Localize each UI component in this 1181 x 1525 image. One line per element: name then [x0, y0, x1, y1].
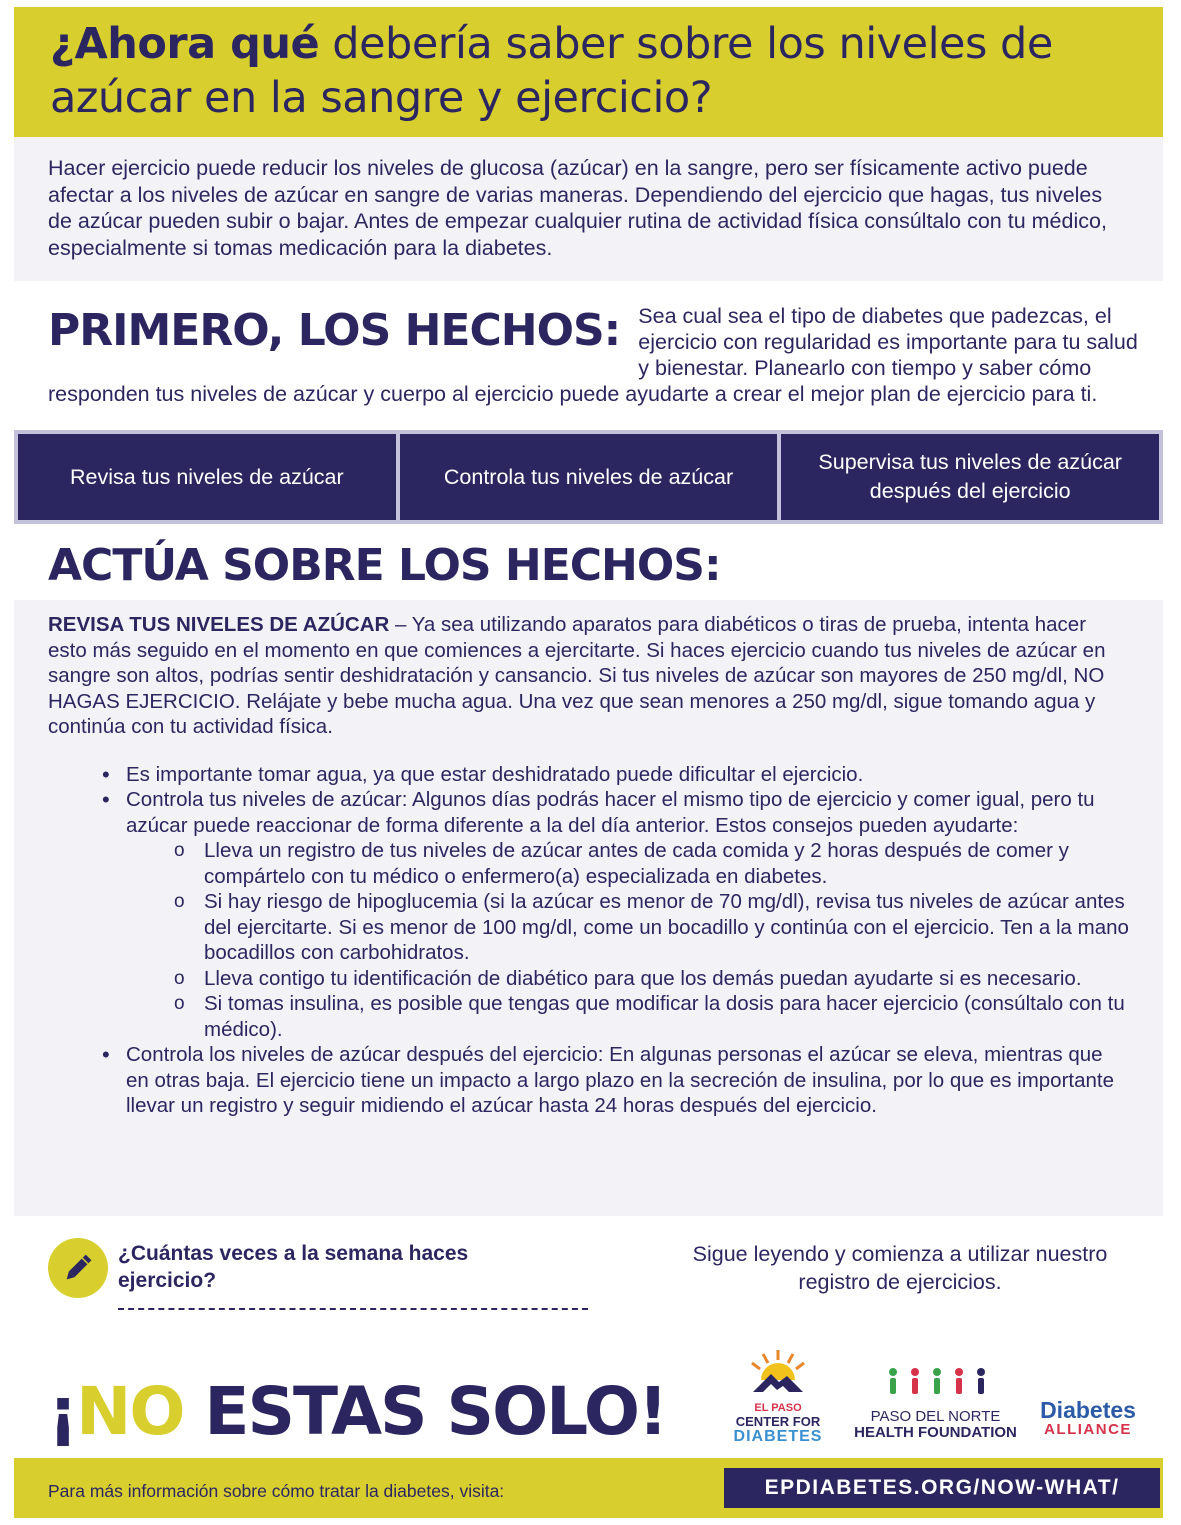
sub-tips-list: [126, 838, 1129, 1042]
act-lead: REVISA TUS NIVELES DE AZÚCAR – Ya sea utilizando aparatos para diabéticos o tiras de prueba, intenta hacer esto más seguido en el momento en que comiences a ejercitarte. Si haces ejercicio cuando tus niveles de azúcar en sangre son altos, podrías sentir deshidratación y cansancio. Si tus niveles de azúcar son mayores de 250 mg/dl, NO HAGAS EJERCICIO. Relájate y bebe mucha agua. Una vez que sean menores a 250 mg/dl, sigue tomando agua y continúa con tu actividad física.: [48, 613, 1106, 738]
page-title: ¿Ahora qué debería saber sobre los niveles de azúcar en la sangre y ejercicio?: [50, 19, 1053, 123]
step-monitor: Supervisa tus niveles de azúcar después del ejercicio: [781, 434, 1159, 520]
intro-paragraph: Hacer ejercicio puede reducir los niveles de glucosa (azúcar) en la sangre, pero ser físicamente activo puede afectar a los niveles de azúcar en sangre de varias maneras. Dependiendo del ejercicio que hagas, tus niveles de azúcar pueden subir o bajar. Antes de empezar cualquier rutina de actividad física consúltalo con tu médico, especialmente si tomas medicación para la diabetes.: [14, 137, 1163, 281]
act-panel: [14, 600, 1163, 1216]
sub-list-item: o Si tomas insulina, es posible que tengas que modificar la dosis para hacer ejercicio (consúltalo con tu médico).: [204, 991, 1129, 1042]
facts-section: [48, 303, 1148, 407]
list-item: • Es importante tomar agua, ya que estar deshidratado puede dificultar el ejercicio.: [126, 762, 1129, 788]
people-figures-icon: [881, 1364, 991, 1404]
step-control: Controla tus niveles de azúcar: [400, 434, 778, 520]
sub-list-item: o Lleva contigo tu identificación de diabético para que los demás puedan ayudarte si es necesario.: [204, 966, 1129, 992]
sub-list-item: o Lleva un registro de tus niveles de azúcar antes de cada comida y 2 horas después de comer y compártelo con tu médico o enfermero(a) especializada en diabetes.: [204, 838, 1129, 889]
step-check: Revisa tus niveles de azúcar: [18, 434, 396, 520]
paso-del-norte-logo: PASO DEL NORTE HEALTH FOUNDATION: [853, 1364, 1018, 1441]
website-link[interactable]: EPDIABETES.ORG/NOW-WHAT/: [724, 1468, 1160, 1508]
act-heading: ACTÚA SOBRE LOS HECHOS:: [48, 540, 721, 591]
list-item: • Controla tus niveles de azúcar: Algunos días podrás hacer el mismo tipo de ejercicio y comer igual, pero tu azúcar puede reaccionar de forma diferente a la del día anterior. Estos consejos pueden ayudarte: o Lleva un registro de tus niveles de azúcar antes de cada comida y 2 horas después de comer y compártelo con tu médico o enfermero(a) especializada en diabetes. o Si hay riesgo de hipoglucemia (si la azúcar es menor de 70 mg/dl), revisa tus niveles de azúcar antes del ejercitarte. Si es menor de 100 mg/dl, come un bocadillo y continúa con el ejercicio. Ten a la mano bocadillos con carbohidratos. o Lleva contigo tu identificación de diabético para que los demás puedan ayudarte si es necesario. o Si tomas insulina, es posible que tengas que modificar la dosis para hacer ejercicio (consúltalo con tu médico).: [126, 787, 1129, 1042]
diabetes-alliance-logo: Diabetes ALLIANCE: [1040, 1397, 1136, 1438]
footer-label: Para más información sobre cómo tratar la diabetes, visita:: [48, 1481, 505, 1501]
el-paso-center-logo: EL PASO CENTER FOR DIABETES: [718, 1346, 838, 1446]
pencil-icon: [48, 1238, 108, 1298]
facts-heading: PRIMERO, LOS HECHOS:: [48, 305, 621, 356]
act-lead-label: REVISA TUS NIVELES DE AZÚCAR: [48, 613, 390, 636]
steps-bar: [14, 430, 1163, 524]
not-alone-heading: ¡NO ESTAS SOLO!: [48, 1373, 667, 1450]
footer-bar: [14, 1458, 1163, 1518]
question-text: ¿Cuántas veces a la semana haces ejercicio?: [118, 1242, 469, 1292]
keep-reading-text: Sigue leyendo y comienza a utilizar nuestro registro de ejercicios.: [692, 1242, 1108, 1294]
sun-mountain-icon: [743, 1346, 813, 1396]
answer-line[interactable]: [118, 1308, 588, 1310]
sub-list-item: o Si hay riesgo de hipoglucemia (si la azúcar es menor de 70 mg/dl), revisa tus niveles de azúcar antes del ejercitarte. Si es menor de 100 mg/dl, come un bocadillo y continúa con el ejercicio. Ten a la mano bocadillos con carbohidratos.: [204, 889, 1129, 966]
list-item: • Controla los niveles de azúcar después del ejercicio: En algunas personas el azúcar se eleva, mientras que en otras baja. El ejercicio tiene un impacto a largo plazo en la secreción de insulina, por lo que es importante llevar un registro y seguir midiendo el azúcar hasta 24 horas después del ejercicio.: [126, 1042, 1129, 1119]
partner-logos: [718, 1346, 1158, 1456]
header-banner: [14, 7, 1163, 137]
facts-text: Sea cual sea el tipo de diabetes que padezcas, el ejercicio con regularidad es importante para tu salud y bienestar. Planearlo con tiempo y saber cómo responden tus niveles de azúcar y cuerpo al ejercicio puede ayudarte a crear el mejor plan de ejercicio para ti.: [48, 304, 1138, 406]
tips-list: [48, 762, 1129, 1119]
